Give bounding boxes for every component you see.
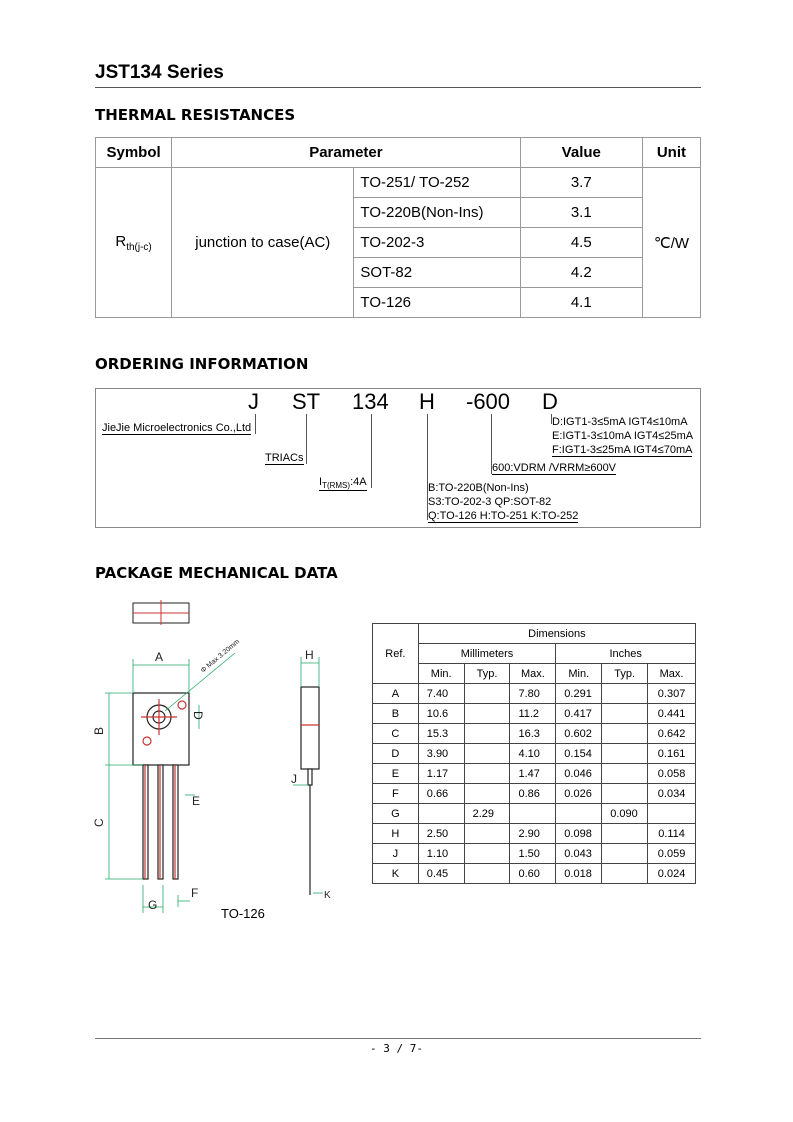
drawing-label: TO-126 <box>221 906 265 921</box>
dim-value-cell: 7.80 <box>510 684 556 704</box>
gate-line: E:IGT1-3≤10mA IGT4≤25mA <box>552 430 694 442</box>
package-cell: TO-126 <box>354 288 520 318</box>
package-line: Q:TO-126 H:TO-251 K:TO-252 <box>428 510 579 522</box>
dimension-lines <box>105 653 235 913</box>
dim-value-cell: 7.40 <box>418 684 464 704</box>
page-number: - 3 / 7- <box>370 1042 423 1055</box>
dim-value-cell: 2.29 <box>464 804 510 824</box>
dim-value-cell: 0.154 <box>556 744 602 764</box>
dim-value-cell <box>464 724 510 744</box>
package-cell: TO-220B(Non-Ins) <box>354 198 520 228</box>
dim-label-a: A <box>155 650 164 664</box>
ref-cell: D <box>373 744 419 764</box>
dim-value-cell: 1.10 <box>418 844 464 864</box>
dimension-row <box>373 804 696 824</box>
dim-value-cell: 0.45 <box>418 864 464 884</box>
thermal-table <box>95 137 701 318</box>
ordering-heading: ORDERING INFORMATION <box>95 355 309 373</box>
ref-cell: K <box>373 864 419 884</box>
dim-value-cell: 0.114 <box>648 824 696 844</box>
dim-label-b: B <box>92 726 106 735</box>
ref-cell: A <box>373 684 419 704</box>
dimension-row <box>373 684 696 704</box>
ref-cell: H <box>373 824 419 844</box>
package-line: S3:TO-202-3 QP:SOT-82 <box>428 496 552 508</box>
package-cell: TO-202-3 <box>354 228 520 258</box>
dim-value-cell: 16.3 <box>510 724 556 744</box>
top-view <box>133 600 189 625</box>
dimensions-table <box>372 623 696 884</box>
connector-line <box>255 414 256 434</box>
dim-value-cell: 1.50 <box>510 844 556 864</box>
dim-value-cell: 0.441 <box>648 704 696 724</box>
dim-value-cell: 0.046 <box>556 764 602 784</box>
connector-line <box>371 414 372 488</box>
dim-value-cell: 4.10 <box>510 744 556 764</box>
package-cell: TO-251/ TO-252 <box>354 168 520 198</box>
package-heading: PACKAGE MECHANICAL DATA <box>95 564 338 582</box>
dimension-row <box>373 784 696 804</box>
dim-label-e: E <box>192 794 201 808</box>
dim-label-f: F <box>191 886 199 900</box>
value-cell: 3.7 <box>520 168 642 198</box>
connector-line <box>306 414 307 464</box>
footer-rule <box>95 1038 701 1039</box>
dim-value-cell: 0.058 <box>648 764 696 784</box>
dim-value-cell <box>602 704 648 724</box>
to126-drawing <box>92 595 365 925</box>
gate-line: D:IGT1-3≤5mA IGT4≤10mA <box>552 416 688 428</box>
dim-value-cell <box>464 824 510 844</box>
dim-value-cell: 2.90 <box>510 824 556 844</box>
package-line: B:TO-220B(Non-Ins) <box>428 482 529 494</box>
dim-label-j: J <box>291 772 297 786</box>
dim-value-cell <box>602 744 648 764</box>
dim-value-cell: 0.161 <box>648 744 696 764</box>
ref-cell: G <box>373 804 419 824</box>
dim-value-cell <box>464 744 510 764</box>
code-voltage: -600 <box>466 389 511 414</box>
dim-value-cell <box>648 804 696 824</box>
ordering-box <box>95 388 701 528</box>
dim-value-cell: 0.043 <box>556 844 602 864</box>
dim-label-h: H <box>305 648 314 662</box>
voltage-label: 600:VDRM /VRRM≥600V <box>492 462 617 474</box>
typ-header: Typ. <box>464 664 510 684</box>
dim-value-cell <box>602 724 648 744</box>
dimension-row <box>373 844 696 864</box>
dimension-row <box>373 704 696 724</box>
company-label: JieJie Microelectronics Co.,Ltd <box>102 422 252 434</box>
dim-label-g: G <box>148 898 158 912</box>
max-header: Max. <box>510 664 556 684</box>
ref-cell: B <box>373 704 419 724</box>
dim-value-cell <box>464 684 510 704</box>
dim-value-cell <box>602 764 648 784</box>
dim-value-cell: 0.417 <box>556 704 602 724</box>
dim-value-cell: 3.90 <box>418 744 464 764</box>
dim-value-cell <box>602 784 648 804</box>
min-header: Min. <box>418 664 464 684</box>
typ-header: Typ. <box>602 664 648 684</box>
dim-value-cell: 0.026 <box>556 784 602 804</box>
dim-label-c: C <box>92 818 106 827</box>
parameter-cell: junction to case(AC) <box>172 168 354 318</box>
dim-value-cell <box>602 844 648 864</box>
dimensions-header: Dimensions <box>418 624 695 644</box>
title-rule <box>95 87 701 88</box>
dim-value-cell <box>464 864 510 884</box>
dimension-row <box>373 744 696 764</box>
ref-cell: F <box>373 784 419 804</box>
dim-value-cell: 2.50 <box>418 824 464 844</box>
dim-label-k: K <box>324 890 331 901</box>
value-cell: 3.1 <box>520 198 642 228</box>
dim-value-cell: 0.602 <box>556 724 602 744</box>
dimension-row <box>373 824 696 844</box>
side-view <box>301 687 319 895</box>
dim-value-cell: 15.3 <box>418 724 464 744</box>
code-package: H <box>419 389 435 414</box>
col-value: Value <box>520 138 642 168</box>
dim-value-cell: 0.60 <box>510 864 556 884</box>
dim-value-cell: 0.034 <box>648 784 696 804</box>
dimensions-body <box>373 684 696 884</box>
dim-value-cell <box>464 764 510 784</box>
front-view <box>133 693 189 879</box>
ref-cell: C <box>373 724 419 744</box>
dim-value-cell: 0.059 <box>648 844 696 864</box>
dim-value-cell <box>510 804 556 824</box>
thermal-heading: THERMAL RESISTANCES <box>95 106 296 124</box>
dim-value-cell: 1.17 <box>418 764 464 784</box>
dimension-row <box>373 864 696 884</box>
dimension-row <box>373 724 696 744</box>
dim-value-cell: 0.291 <box>556 684 602 704</box>
ref-cell: J <box>373 844 419 864</box>
dim-value-cell: 10.6 <box>418 704 464 724</box>
dim-value-cell: 11.2 <box>510 704 556 724</box>
value-cell: 4.1 <box>520 288 642 318</box>
dim-label-d: D <box>191 711 205 720</box>
dim-value-cell <box>602 864 648 884</box>
dim-value-cell: 0.307 <box>648 684 696 704</box>
min-header: Min. <box>556 664 602 684</box>
document-title: JST134 Series <box>95 62 224 83</box>
code-prefix: J <box>248 389 259 414</box>
symbol-cell: $R_{th(j-c)}$ <box>96 168 172 318</box>
dim-value-cell: 0.090 <box>602 804 648 824</box>
dim-value-cell <box>464 844 510 864</box>
triacs-label: TRIACs <box>265 452 304 464</box>
current-label: $I_{T(RMS)}:4A$ <box>319 476 367 491</box>
col-parameter: Parameter <box>172 138 521 168</box>
unit-cell: ℃/W <box>642 168 700 318</box>
dimension-row <box>373 764 696 784</box>
dim-value-cell <box>464 704 510 724</box>
code-gate: D <box>542 389 558 414</box>
dim-value-cell: 1.47 <box>510 764 556 784</box>
max-header: Max. <box>648 664 696 684</box>
dim-value-cell: 0.098 <box>556 824 602 844</box>
value-cell: 4.2 <box>520 258 642 288</box>
dim-value-cell: 0.66 <box>418 784 464 804</box>
package-cell: SOT-82 <box>354 258 520 288</box>
ref-header: Ref. <box>373 624 419 684</box>
dim-value-cell <box>602 824 648 844</box>
mm-header: Millimeters <box>418 644 556 664</box>
dim-value-cell <box>418 804 464 824</box>
inches-header: Inches <box>556 644 696 664</box>
col-unit: Unit <box>642 138 700 168</box>
gate-line: F:IGT1-3≤25mA IGT4≤70mA <box>552 444 693 456</box>
code-current: 134 <box>352 389 389 414</box>
dim-value-cell <box>556 804 602 824</box>
code-family: ST <box>292 389 321 414</box>
dim-value-cell: 0.018 <box>556 864 602 884</box>
dim-value-cell <box>602 684 648 704</box>
dim-value-cell <box>464 784 510 804</box>
hole-label: Φ Max 3.20mm <box>199 638 242 675</box>
dim-value-cell: 0.86 <box>510 784 556 804</box>
value-cell: 4.5 <box>520 228 642 258</box>
col-symbol: Symbol <box>96 138 172 168</box>
dim-value-cell: 0.642 <box>648 724 696 744</box>
dim-value-cell: 0.024 <box>648 864 696 884</box>
ref-cell: E <box>373 764 419 784</box>
